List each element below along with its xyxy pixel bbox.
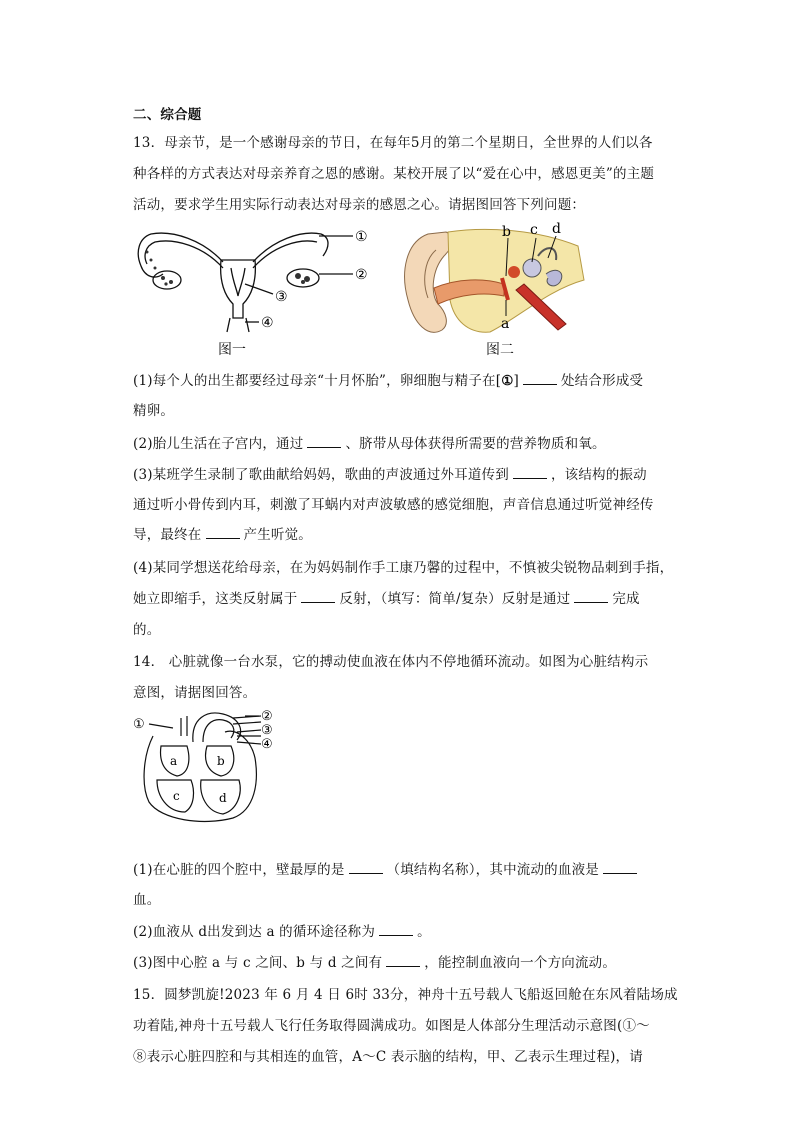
heart-label-3: ③ (261, 723, 273, 738)
q14-sub2-text-a: (2)血液从 d出发到达 a 的循环途径称为 (133, 924, 376, 940)
q13-sub3-line2: 通过听小骨传到内耳，刺激了耳蜗内对声波敏感的感觉细胞，声音信息通过听觉神经传 (133, 497, 654, 513)
q14-sub3-text-b: ，能控制血液向一个方向流动。 (424, 955, 617, 971)
q13-sub2-text-b: 、脐带从母体获得所需要的营养物质和氧。 (345, 436, 606, 452)
fig2-label-a: a (501, 316, 510, 332)
q13-sub3-text-a: (3)某班学生录制了歌曲献给妈妈，歌曲的声波通过外耳道传到 (133, 467, 509, 483)
q15-line-2: 功着陆,神舟十五号载人飞行任务取得圆满成功。如图是人体部分生理活动示意图(①～ (133, 1018, 650, 1034)
q13-sub3-text-d: 导，最终在 (133, 527, 202, 543)
q15-line-1: 15．圆梦凯旋!2023 年 6 月 4 日 6时 33分，神舟十五号载人飞船返回舱在东风着陆场成 (133, 987, 678, 1003)
answer-blank[interactable] (206, 526, 240, 539)
q13-sub1-line1 (133, 369, 643, 389)
heart-label-b: b (217, 754, 225, 768)
fig1-label-2: ② (355, 267, 368, 283)
q14-sub3-text-a: (3)图中心腔 a 与 c 之间、b 与 d 之间有 (133, 955, 383, 971)
q13-sub3-text-b: ，该结构的振动 (550, 467, 647, 483)
fig1-reproductive-system (133, 222, 373, 334)
answer-blank[interactable] (379, 923, 413, 936)
q13-sub3-line3 (133, 523, 312, 543)
answer-blank[interactable] (574, 590, 608, 603)
q13-sub3-line1 (133, 463, 647, 483)
fig2-ear-structure (398, 220, 598, 344)
heart-label-a: a (170, 754, 178, 768)
fig2-label-c: c (530, 222, 538, 238)
fig1-label-1: ① (355, 229, 368, 245)
q13-line-2: 种各样的方式表达对母亲养育之恩的感谢。某校开展了以“爱在心中，感恩更美”的主题 (133, 166, 655, 182)
q13-sub1-line2: 精卵。 (133, 403, 175, 419)
answer-blank[interactable] (301, 590, 335, 603)
q13-sub4-line2 (133, 587, 640, 607)
q13-sub4-line1: (4)某同学想送花给母亲，在为妈妈制作手工康乃馨的过程中，不慎被尖锐物品刺到手指， (133, 560, 674, 576)
answer-blank[interactable] (307, 435, 341, 448)
q13-sub4-text-c: 反射，（填写：简单/复杂）反射是通过 (339, 591, 571, 607)
q13-sub2 (133, 432, 606, 452)
heart-label-1: ① (133, 717, 145, 732)
fig-heart-structure (133, 706, 283, 826)
fig1-caption: 图一 (218, 342, 246, 358)
answer-blank[interactable] (603, 861, 637, 874)
q14-sub3 (133, 951, 616, 971)
fig2-label-b: b (502, 224, 511, 240)
q13-sub3-text-e: 产生听觉。 (243, 527, 312, 543)
q13-sub1-text-b: ] (513, 373, 519, 389)
q13-line-1: 13．母亲节，是一个感谢母亲的节日，在每年5月的第二个星期日，全世界的人们以各 (133, 135, 653, 151)
q14-line-1: 14． 心脏就像一台水泵，它的搏动使血液在体内不停地循环流动。如图为心脏结构示 (133, 654, 649, 670)
section-title: 二、综合题 (133, 107, 202, 123)
q13-sub1-text-c: 处结合形成受 (560, 373, 644, 389)
q13-line-3: 活动，要求学生用实际行动表达对母亲的感恩之心。请据图回答下列问题： (133, 197, 586, 213)
heart-label-4: ④ (261, 737, 273, 752)
q14-sub1-text-a: (1)在心脏的四个腔中，壁最厚的是 (133, 862, 345, 878)
q14-sub2-text-b: 。 (417, 924, 431, 940)
answer-blank[interactable] (349, 861, 383, 874)
fig1-label-4: ④ (261, 315, 274, 331)
q13-sub4-text-d: 完成 (612, 591, 640, 607)
q15-line-3: ⑧表示心脏四腔和与其相连的血管，A～C 表示脑的结构，甲、乙表示生理过程)，请 (133, 1049, 643, 1065)
answer-blank[interactable] (523, 372, 557, 385)
q14-sub1-line1 (133, 858, 641, 878)
q13-sub4-line3: 的。 (133, 622, 161, 638)
fig1-label-3: ③ (275, 289, 288, 305)
answer-blank[interactable] (386, 954, 420, 967)
answer-blank[interactable] (513, 466, 547, 479)
q14-sub1-text-b: （填结构名称），其中流动的血液是 (386, 862, 599, 878)
q13-sub4-text-b: 她立即缩手，这类反射属于 (133, 591, 298, 607)
q13-sub1-mark: ① (501, 373, 514, 389)
fig2-caption: 图二 (486, 342, 514, 358)
fig2-label-d: d (552, 221, 561, 237)
heart-label-d: d (219, 791, 227, 805)
q14-line-2: 意图，请据图回答。 (133, 685, 257, 701)
q13-sub1-text-a: (1)每个人的出生都要经过母亲“十月怀胎”，卵细胞与精子在[ (133, 373, 502, 389)
q14-sub1-line2: 血。 (133, 892, 161, 908)
heart-label-c: c (173, 789, 180, 803)
heart-label-2: ② (261, 709, 273, 724)
q13-sub2-text-a: (2)胎儿生活在子宫内，通过 (133, 436, 304, 452)
q14-sub2 (133, 920, 431, 940)
